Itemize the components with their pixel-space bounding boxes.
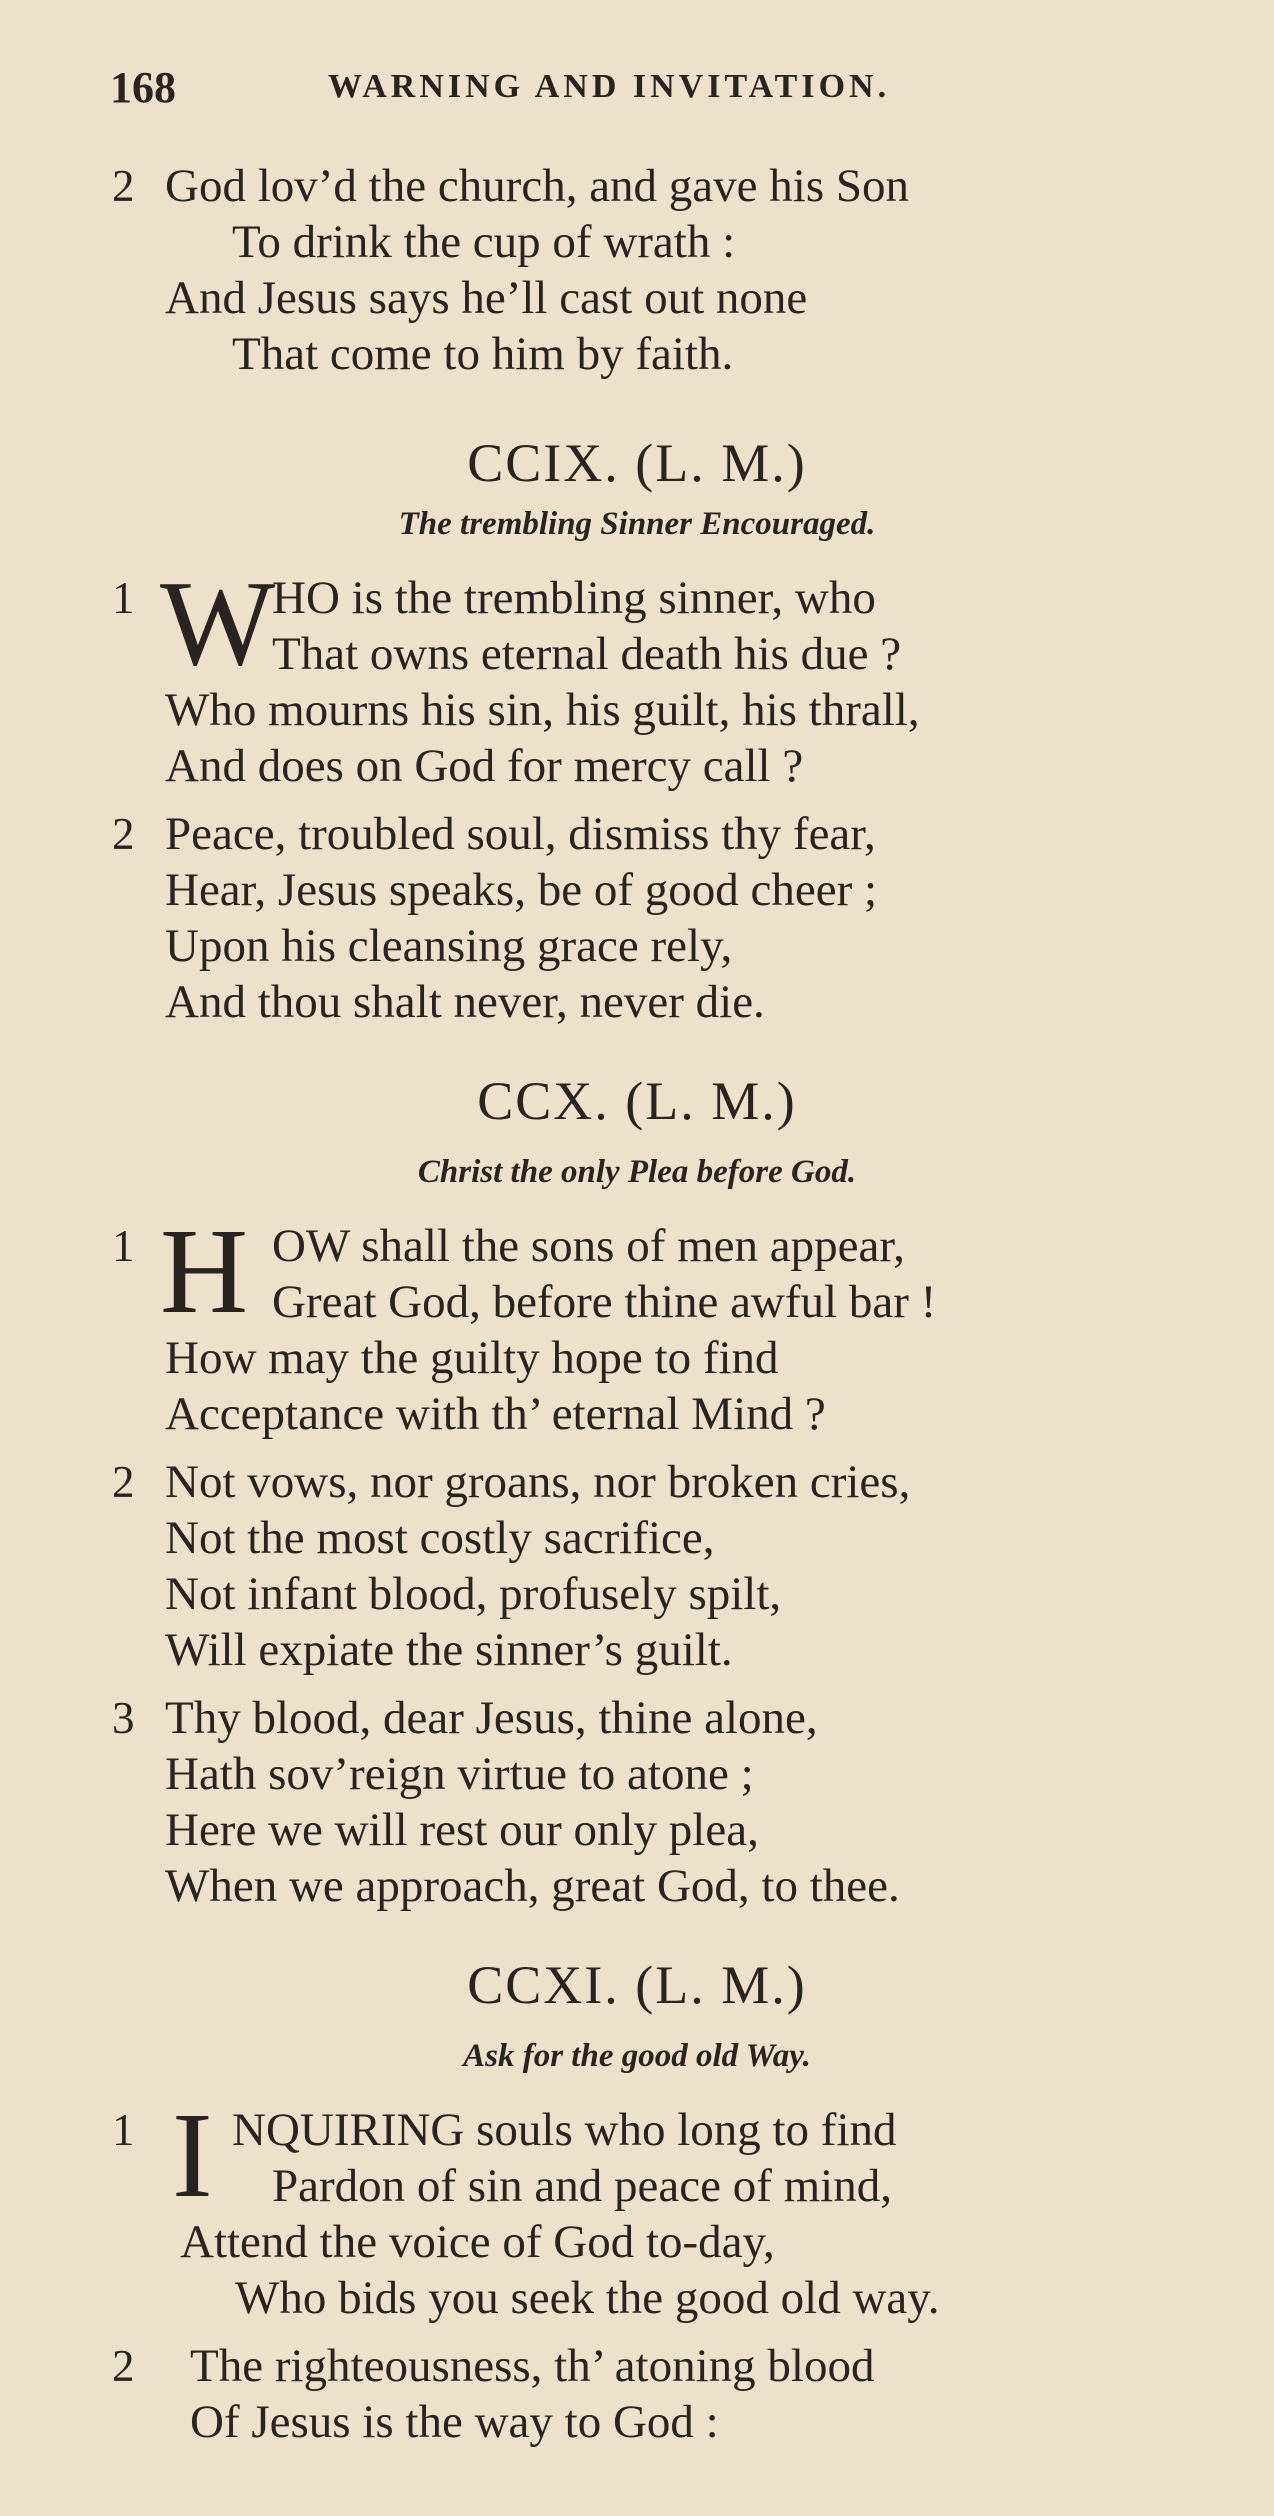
running-title: WARNING AND INVITATION.	[328, 68, 891, 105]
verse-number: 3	[112, 1693, 135, 1743]
hymn-subtitle: Christ the only Plea before God.	[417, 1154, 857, 1190]
verse-line: OW shall the sons of men appear,	[272, 1220, 905, 1272]
verse-line: When we approach, great God, to thee.	[165, 1860, 900, 1912]
verse-number: 1	[112, 1221, 135, 1271]
verse-line: To drink the cup of wrath :	[232, 216, 736, 268]
verse-line: NQUIRING souls who long to find	[232, 2104, 897, 2156]
hymn-title: CCXI. (L. M.)	[467, 1955, 807, 2015]
verse-line: Not the most costly sacrifice,	[165, 1512, 715, 1564]
verse-line: Not vows, nor groans, nor broken cries,	[165, 1456, 911, 1508]
verse-line: And thou shalt never, never die.	[165, 976, 765, 1028]
verse-line: Not infant blood, profusely spilt,	[165, 1568, 782, 1620]
verse-line: That come to him by faith.	[232, 328, 734, 380]
verse-number: 1	[112, 573, 135, 623]
verse-line: HO is the trembling sinner, who	[272, 572, 876, 624]
verse-line: Pardon of sin and peace of mind,	[272, 2160, 892, 2212]
verse-line: Thy blood, dear Jesus, thine alone,	[165, 1692, 818, 1744]
verse-line: That owns eternal death his due ?	[272, 628, 902, 680]
verse-line: And does on God for mercy call ?	[165, 740, 804, 792]
hymn-title: CCIX. (L. M.)	[467, 433, 807, 493]
page-header	[110, 62, 1050, 122]
page-number: 168	[110, 63, 176, 112]
verse-line: Upon his cleansing grace rely,	[165, 920, 733, 972]
verse-number: 2	[112, 809, 135, 859]
verse-line: Attend the voice of God to-day,	[180, 2216, 775, 2268]
verse-line: Will expiate the sinner’s guilt.	[165, 1624, 733, 1676]
drop-cap: I	[172, 2088, 213, 2223]
hymn-subtitle: The trembling Sinner Encouraged.	[398, 506, 876, 542]
hymn-title: CCX. (L. M.)	[477, 1071, 797, 1131]
verse-number: 2	[112, 1457, 135, 1507]
verse-line: Who bids you seek the good old way.	[235, 2272, 940, 2324]
verse-line: Peace, troubled soul, dismiss thy fear,	[165, 808, 876, 860]
verse-number: 2	[112, 2341, 135, 2391]
verse-line: God lov’d the church, and gave his Son	[165, 160, 910, 212]
verse-line: Acceptance with th’ eternal Mind ?	[165, 1388, 826, 1440]
verse-line: Great God, before thine awful bar !	[272, 1276, 937, 1328]
hymn-subtitle: Ask for the good old Way.	[463, 2038, 811, 2074]
verse-line: Of Jesus is the way to God :	[190, 2396, 719, 2448]
drop-cap: W	[160, 556, 276, 691]
verse-line: Hear, Jesus speaks, be of good cheer ;	[165, 864, 878, 916]
verse-line: Who mourns his sin, his guilt, his thrall,	[165, 684, 920, 736]
verse-line: The righteousness, th’ atoning blood	[190, 2340, 875, 2392]
verse-line: Hath sov’reign virtue to atone ;	[165, 1748, 754, 1800]
drop-cap: H	[160, 1204, 249, 1339]
verse-line: And Jesus says he’ll cast out none	[165, 272, 808, 324]
verse-line: How may the guilty hope to find	[165, 1332, 779, 1384]
verse-number: 2	[112, 161, 135, 211]
verse-line: Here we will rest our only plea,	[165, 1804, 759, 1856]
verse-number: 1	[112, 2105, 135, 2155]
